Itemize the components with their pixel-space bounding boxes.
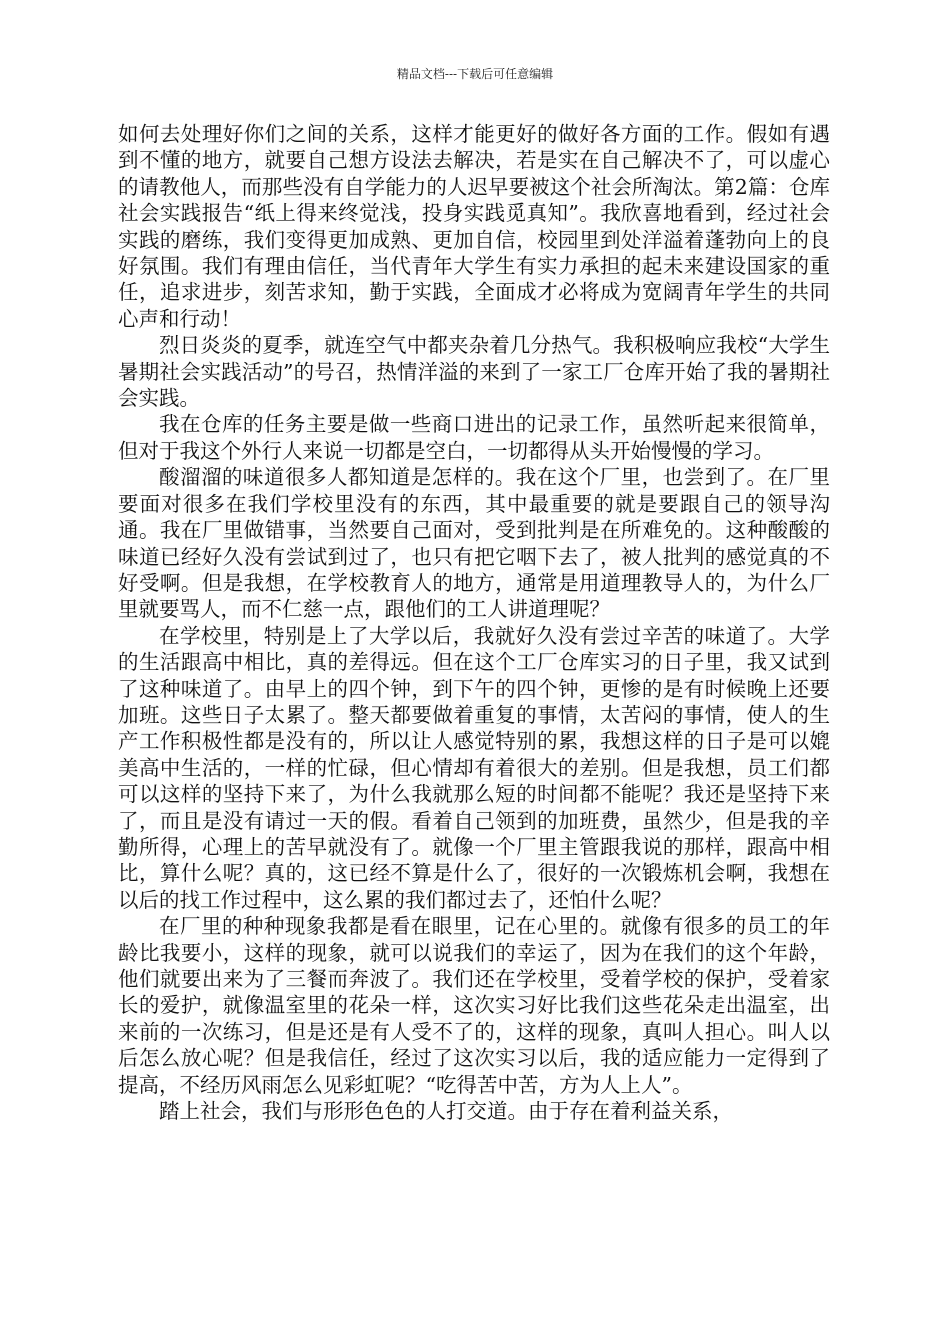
paragraph-1: 如何去处理好你们之间的关系，这样才能更好的做好各方面的工作。假如有遇到不懂的地方，就要自己想方设法去解决，若是实在自己解决不了，可以虚心的请教他人，而那些没有自学能力的人迟早要被这个社会所淘汰。第2篇：仓库社会实践报告“纸上得来终觉浅，投身实践觅真知”。我欣喜地看到，经过社会实践的磨练，我们变得更加成熟、更加自信，校园里到处洋溢着蓬勃向上的良好氛围。我们有理由信任，当代青年大学生有实力承担的起未来建设国家的重任，追求进步，刻苦求知，勤于实践，全面成才必将成为宽阔青年学生的共同心声和行动！: [118, 122, 830, 331]
paragraph-4: 酸溜溜的味道很多人都知道是怎样的。我在这个厂里，也尝到了。在厂里要面对很多在我们学校里没有的东西，其中最重要的就是要跟自己的领导沟通。我在厂里做错事，当然要自己面对，受到批判是在所难免的。这种酸酸的味道已经好久没有尝试到过了，也只有把它咽下去了，被人批判的感觉真的不好受啊。但是我想，在学校教育人的地方，通常是用道理教导人的，为什么厂里就要骂人，而不仁慈一点，跟他们的工人讲道理呢？: [118, 465, 830, 622]
paragraph-7: 踏上社会，我们与形形色色的人打交道。由于存在着利益关系，: [159, 1099, 733, 1124]
document-body: [118, 121, 830, 1124]
paragraph-6: 在厂里的种种现象我都是看在眼里，记在心里的。就像有很多的员工的年龄比我要小，这样的现象，就可以说我们的幸运了，因为在我们的这个年龄，他们就要出来为了三餐而奔波了。我们还在学校里，受着学校的保护，受着家长的爱护，就像温室里的花朵一样，这次实习好比我们这些花朵走出温室，出来前的一次练习，但是还是有人受不了的，这样的现象，真叫人担心。叫人以后怎么放心呢？但是我信任，经过了这次实习以后，我的适应能力一定得到了提高，不经历风雨怎么见彩虹呢？“吃得苦中苦，方为人上人”。: [118, 914, 830, 1097]
paragraph-5: 在学校里，特别是上了大学以后，我就好久没有尝过辛苦的味道了。大学的生活跟高中相比，真的差得远。但在这个工厂仓库实习的日子里，我又试到了这种味道了。由早上的四个钟，到下午的四个钟，更惨的是有时候晚上还要加班。这些日子太累了。整天都要做着重复的事情，太苦闷的事情，使人的生产工作积极性都是没有的，所以让人感觉特别的累，我想这样的日子是可以媲美高中生活的，一样的忙碌，但心情却有着很大的差别。但是我想，员工们都可以这样的坚持下来了，为什么我就那么短的时间都不能呢？我还是坚持下来了，而且是没有请过一天的假。看着自己领到的加班费，虽然少，但是我的辛勤所得，心理上的苦早就没有了。就像一个厂里主管跟我说的那样，跟高中相比，算什么呢？真的，这已经不算是什么了，很好的一次锻炼机会啊，我想在以后的找工作过程中，这么累的我们都过去了，还怕什么呢？: [118, 623, 830, 912]
page-header: 精品文档---下载后可任意编辑: [396, 67, 554, 81]
paragraph-2: 烈日炎炎的夏季，就连空气中都夹杂着几分热气。我积极响应我校“大学生暑期社会实践活动”的号召，热情洋溢的来到了一家工厂仓库开始了我的暑期社会实践。: [118, 333, 830, 411]
paragraph-3: 我在仓库的任务主要是做一些商口进出的记录工作，虽然听起来很简单，但对于我这个外行人来说一切都是空白，一切都得从头开始慢慢的学习。: [118, 412, 830, 463]
